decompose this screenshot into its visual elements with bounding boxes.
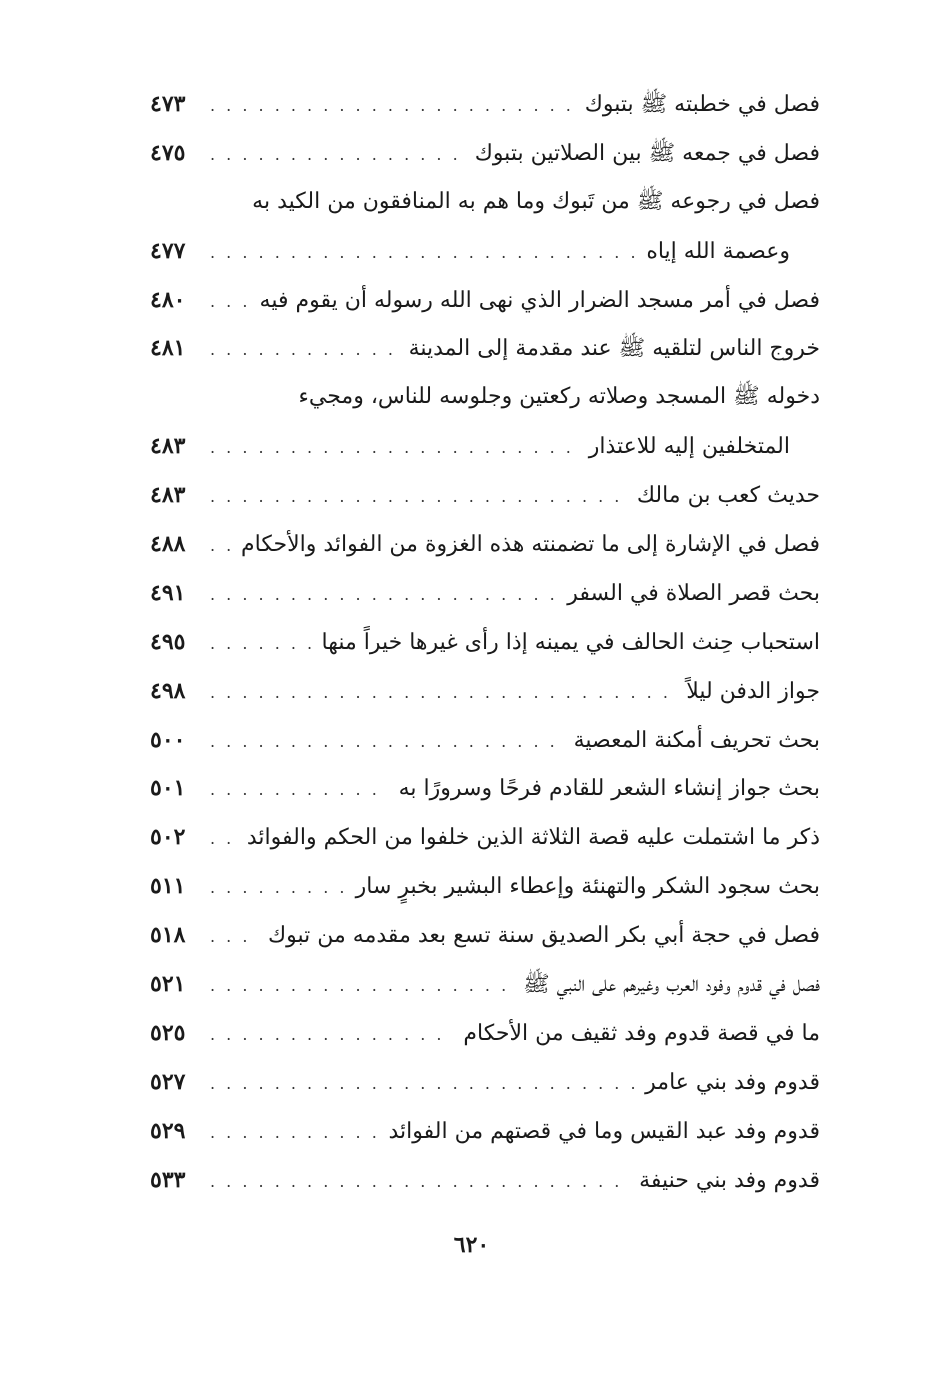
toc-entry-page: ٥٢١: [150, 971, 186, 998]
toc-entry: [150, 618, 820, 667]
toc-entry-page: ٤٨٨: [150, 531, 186, 558]
toc-entry-page: ٥٣٣: [150, 1166, 186, 1193]
toc-entry-page: ٥٢٥: [150, 1019, 186, 1046]
toc-entry-title: فصل في قدوم وفود العرب وغيرهم على النبي ﷺ: [523, 972, 820, 998]
toc-entry-title: خروج الناس لتلقيه ﷺ عند مقدمة إلى المدينة: [408, 336, 820, 362]
toc-entry-continuation: [150, 227, 820, 276]
toc-entry-page: ٥٠٠: [150, 726, 186, 753]
toc-entry-title: قدوم وفد عبد القيس وما في قصتهم من الفوائد: [388, 1118, 820, 1144]
toc-entry-page: ٤٨١: [150, 335, 186, 362]
dot-leader: [210, 913, 258, 962]
toc-entry: [150, 716, 820, 765]
toc-entry-title: استحباب حِنث الحالف في يمينه إذا رأى غيرها خيراً منها: [321, 629, 820, 655]
table-of-contents: [150, 80, 820, 1204]
dot-leader: [210, 131, 465, 180]
toc-entry-page: ٤٧٧: [150, 237, 186, 264]
dot-leader: [210, 718, 564, 767]
toc-entry: [150, 520, 820, 569]
toc-entry-title: بحث قصر الصلاة في السفر: [567, 580, 820, 606]
dot-leader: [210, 82, 575, 131]
toc-entry-title: ما في قصة قدوم وفد ثقيف من الأحكام: [463, 1020, 820, 1046]
dot-leader: [210, 669, 676, 718]
toc-entry-page: ٤٧٣: [150, 91, 186, 117]
toc-entry-page: ٥٢٩: [150, 1117, 186, 1144]
toc-entry-title: قدوم وفد بني عامر: [645, 1069, 820, 1095]
toc-entry-title: بحث سجود الشكر والتهنئة وإعطاء البشير بخبرٍ سار: [355, 874, 820, 900]
toc-entry-title: فصل في الإشارة إلى ما تضمنته هذه الغزوة من الفوائد والأحكام: [241, 532, 820, 558]
toc-entry-page: ٥١١: [150, 873, 186, 900]
toc-entry-title: دخوله ﷺ المسجد وصلاته ركعتين وجلوسه للناس، ومجيء: [298, 384, 820, 410]
toc-entry-page: ٥٢٧: [150, 1068, 186, 1095]
toc-entry-continuation: [150, 422, 820, 471]
dot-leader: [210, 962, 513, 1011]
toc-entry: [150, 862, 820, 911]
toc-entry-page: ٤٨٣: [150, 433, 186, 460]
dot-leader: [210, 1158, 629, 1207]
toc-entry-page: ٥٠٢: [150, 824, 186, 851]
toc-entry-page: ٤٩٨: [150, 677, 186, 704]
toc-entry-title: ذكر ما اشتملت عليه قصة الثلاثة الذين خلفوا من الحكم والفوائد: [246, 825, 820, 851]
toc-entry: [150, 80, 820, 129]
dot-leader: [210, 229, 636, 278]
dot-leader: [210, 766, 389, 815]
dot-leader: [210, 571, 557, 620]
toc-entry-title: فصل في جمعه ﷺ بين الصلاتين بتبوك: [474, 140, 820, 166]
toc-entry: [150, 1107, 820, 1156]
toc-entry-title: فصل في رجوعه ﷺ من تَبوك وما هم به المنافقون من الكيد به: [252, 188, 820, 214]
toc-entry: [150, 813, 820, 862]
dot-leader: [210, 1011, 453, 1060]
toc-entry-title: حديث كعب بن مالك: [636, 483, 820, 509]
dot-leader: [210, 1060, 635, 1109]
toc-entry-page: ٤٨٠: [150, 286, 186, 313]
toc-entry-title: وعصمة الله إياه: [646, 238, 790, 264]
toc-entry: [150, 569, 820, 618]
toc-entry: [150, 324, 820, 373]
dot-leader: [210, 278, 250, 327]
toc-entry: [150, 471, 820, 520]
toc-entry-page: ٤٩٥: [150, 628, 186, 655]
dot-leader: [210, 864, 346, 913]
dot-leader: [210, 1109, 379, 1158]
toc-entry: [150, 276, 820, 325]
toc-entry: [150, 373, 820, 422]
toc-entry-title: المتخلفين إليه للاعتذار: [588, 434, 790, 460]
dot-leader: [210, 473, 627, 522]
toc-entry-page: ٤٩١: [150, 579, 186, 606]
page-number: ٦٢٠: [453, 1232, 490, 1258]
toc-entry-page: ٥١٨: [150, 922, 186, 949]
dot-leader: [210, 326, 399, 375]
toc-entry-title: جواز الدفن ليلاً: [686, 678, 820, 704]
toc-entry-page: ٤٨٣: [150, 482, 186, 509]
dot-leader: [210, 620, 311, 669]
dot-leader: [210, 424, 579, 473]
toc-entry: [150, 1058, 820, 1107]
dot-leader: [210, 815, 237, 864]
toc-entry-title: فصل في خطبته ﷺ بتبوك: [584, 92, 820, 117]
toc-entry-title: قدوم وفد بني حنيفة: [639, 1167, 820, 1193]
toc-entry: [150, 911, 820, 960]
toc-entry-title: بحث تحريف أمكنة المعصية: [573, 727, 820, 753]
toc-entry: [150, 960, 820, 1009]
toc-entry-title: فصل في أمر مسجد الضرار الذي نهى الله رسوله أن يقوم فيه: [259, 287, 820, 313]
toc-entry: [150, 1009, 820, 1058]
dot-leader: [210, 522, 231, 571]
toc-entry: [150, 129, 820, 178]
toc-entry-title: بحث جواز إنشاء الشعر للقادم فرحًا وسرورًا به: [398, 776, 820, 802]
toc-entry-page: ٤٧٥: [150, 139, 186, 166]
toc-entry-title: فصل في حجة أبي بكر الصديق سنة تسع بعد مقدمه من تبوك: [268, 923, 820, 949]
toc-entry: [150, 178, 820, 227]
toc-entry: [150, 1156, 820, 1205]
toc-entry-page: ٥٠١: [150, 775, 186, 802]
toc-entry: [150, 667, 820, 716]
toc-entry: [150, 764, 820, 813]
